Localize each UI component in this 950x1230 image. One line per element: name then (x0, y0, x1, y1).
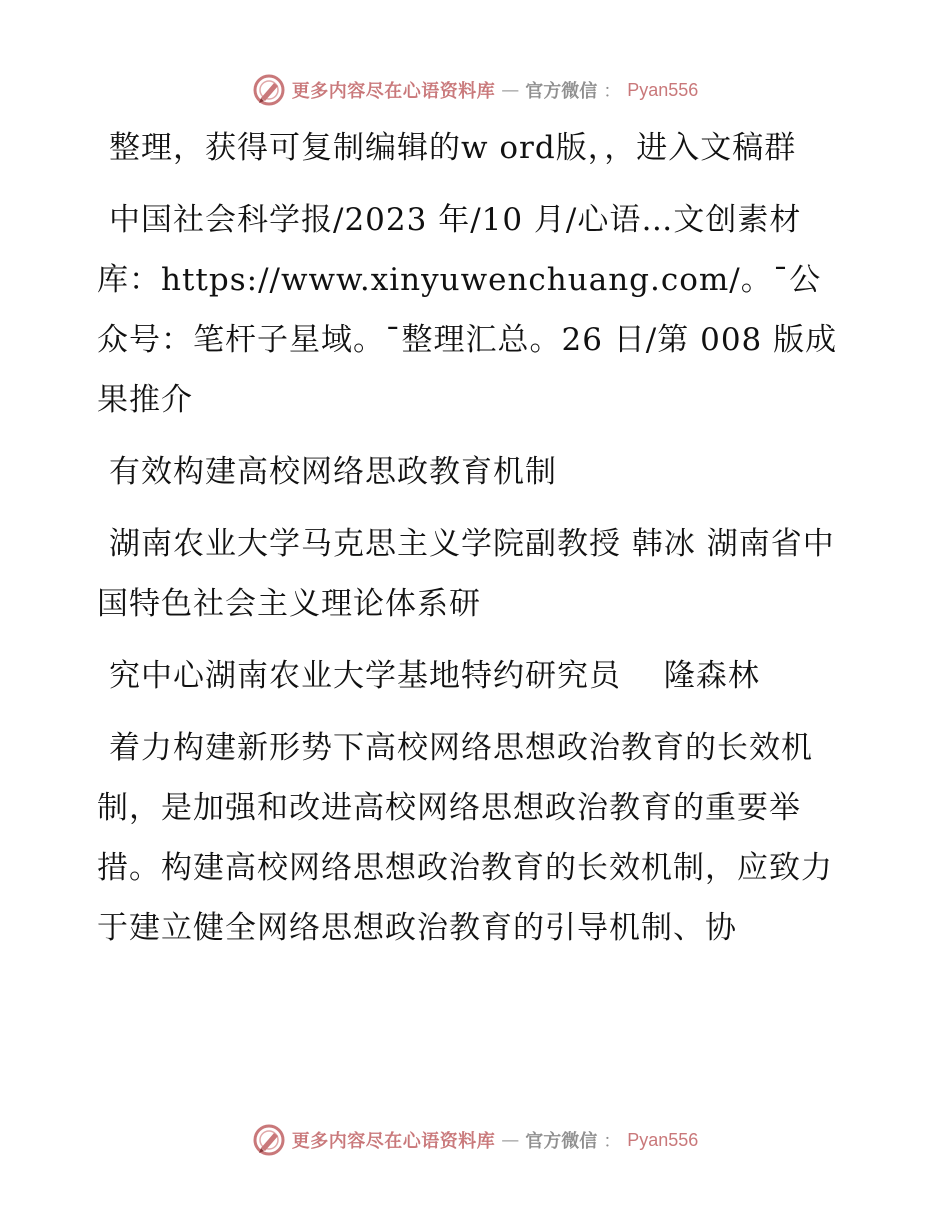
article-title: 有效构建高校网络思政教育机制 (109, 454, 557, 490)
banner-separator: ： (603, 81, 622, 102)
banner-group (252, 73, 699, 107)
paragraph-source: 中国社会科学报/2023 年/10 月/心语…文创素材库：https://www.xinyuwenchuang.com/。¯公众号：笔杆子星域。¯整理汇总。26 日/第 008 版成果推介 (97, 202, 838, 418)
author-line-1: 湖南农业大学马克思主义学院副教授 韩冰 湖南省中国特色社会主义理论体系研 (97, 526, 835, 622)
pen-logo-icon (252, 1123, 286, 1157)
banner-group (252, 1123, 699, 1157)
banner-main-text: 更多内容尽在心语资料库 (291, 81, 496, 102)
paragraph-body: 着力构建新形势下高校网络思想政治教育的长效机制，是加强和改进高校网络思想政治教育的重要举措。构建高校网络思想政治教育的长效机制，应致力于建立健全网络思想政治教育的引导机制、协 (97, 730, 833, 946)
banner-wechat-id: Pyan556 (627, 1129, 699, 1150)
paragraph-intro: 整理，获得可复制编辑的w ord版，，进入文稿群 (109, 130, 797, 166)
banner-main-text: 更多内容尽在心语资料库 (291, 1131, 496, 1152)
author-line-2: 究中心湖南农业大学基地特约研究员 隆森林 (109, 658, 760, 694)
banner-dash: — (501, 1129, 520, 1151)
banner-wechat-id: Pyan556 (627, 79, 699, 100)
banner-official-text: 官方微信 (525, 81, 598, 102)
header-banner (0, 70, 950, 110)
pen-logo-icon (252, 73, 286, 107)
banner-official-text: 官方微信 (525, 1131, 598, 1152)
footer-banner (0, 1120, 950, 1160)
banner-separator: ： (603, 1131, 622, 1152)
banner-dash: — (501, 79, 520, 101)
document-body (97, 118, 849, 970)
